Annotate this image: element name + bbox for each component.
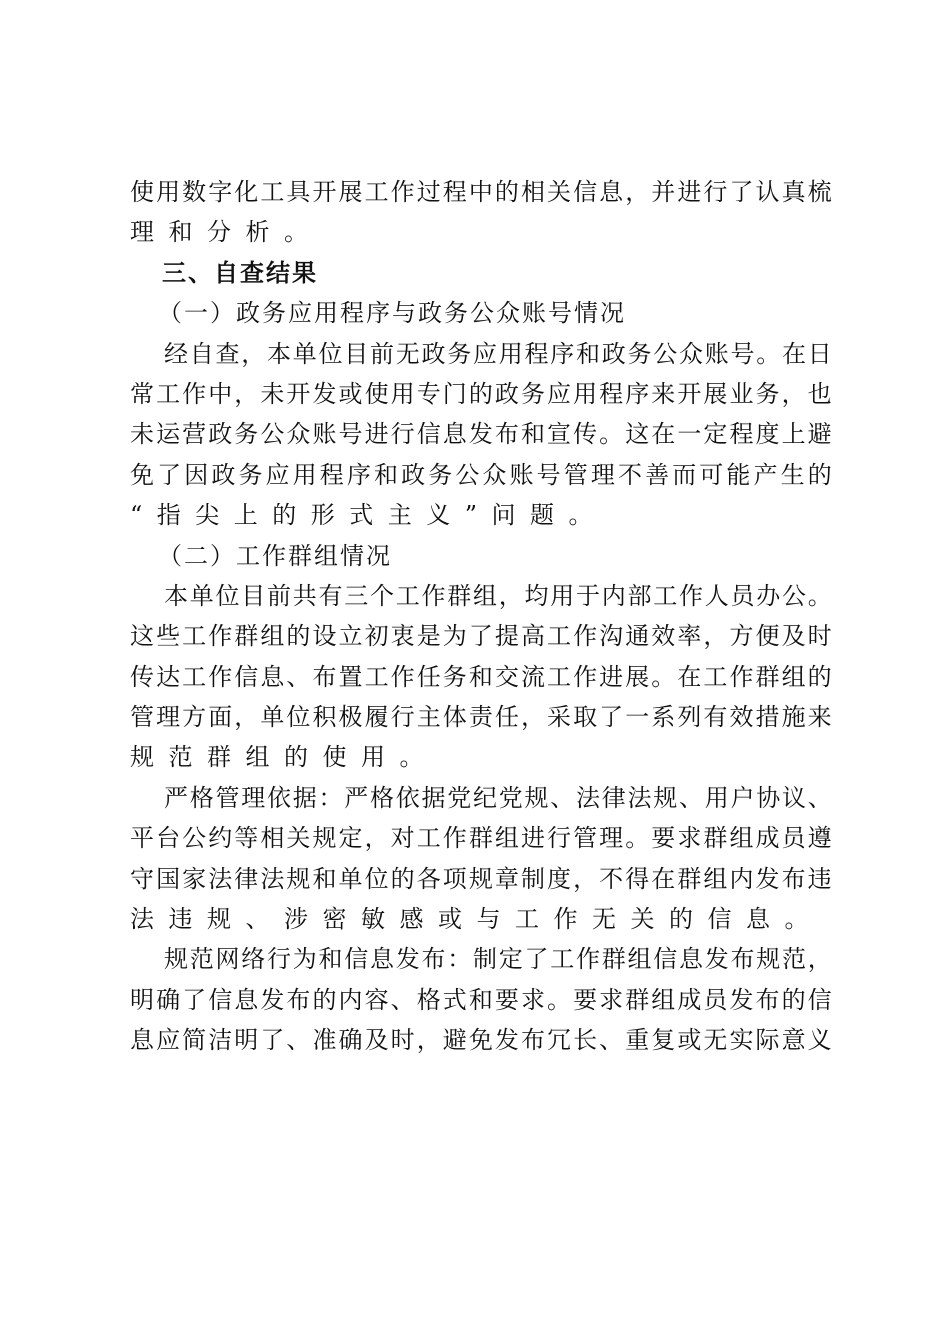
body-text-line: 理和分析。 <box>130 218 323 247</box>
body-text-line: 未 运 营 政 务 公 众 账 号 进 行 信 息 发 布 和 宣 传 。 这 在 一 定 程 度 上 避 <box>130 420 832 449</box>
subsection-heading: （一）政务应用程序与政务公众账号情况 <box>158 299 626 328</box>
body-text-line: “指尖上的形式主义”问题。 <box>130 501 608 530</box>
body-text-line: 法违规、涉密敏感或与工作无关的信息。 <box>130 905 823 934</box>
body-text-line: 免 了 因 政 务 应 用 程 序 和 政 务 公 众 账 号 管 理 不 善 而 可 能 产 生 的 <box>130 460 832 489</box>
body-text-line: 使 用 数 字 化 工 具 开 展 工 作 过 程 中 的 相 关 信 息 ， 并 进 行 了 认 真 梳 <box>130 178 832 206</box>
body-text-line: 管 理 方 面 ， 单 位 积 极 履 行 主 体 责 任 ， 采 取 了 一 系 列 有 效 措 施 来 <box>130 703 832 732</box>
body-text-line: 规范群组的使用。 <box>130 743 438 772</box>
body-text-line: 息 应 简 洁 明 了 、 准 确 及 时 ， 避 免 发 布 冗 长 、 重 复 或 无 实 际 意 义 <box>130 1026 832 1055</box>
body-text-line: 平 台 公 约 等 相 关 规 定 ， 对 工 作 群 组 进 行 管 理 。 要 求 群 组 成 员 遵 <box>130 824 832 853</box>
body-text-line: 经 自 查 ， 本 单 位 目 前 无 政 务 应 用 程 序 和 政 务 公 众 账 号 。 在 日 <box>164 339 832 368</box>
section-heading: 三、自查结果 <box>162 258 318 287</box>
body-text-line: 规 范 网 络 行 为 和 信 息 发 布 ： 制 定 了 工 作 群 组 信 息 发 布 规 范 ， <box>164 945 832 974</box>
body-text-line: 这 些 工 作 群 组 的 设 立 初 衷 是 为 了 提 高 工 作 沟 通 效 率 ， 方 便 及 时 <box>130 622 832 651</box>
document-page <box>130 172 832 1061</box>
body-text-line: 传 达 工 作 信 息 、 布 置 工 作 任 务 和 交 流 工 作 进 展 。 在 工 作 群 组 的 <box>130 662 832 691</box>
subsection-heading: （二）工作群组情况 <box>158 541 392 570</box>
body-text-line: 守 国 家 法 律 法 规 和 单 位 的 各 项 规 章 制 度 ， 不 得 在 群 组 内 发 布 违 <box>130 864 832 893</box>
body-text-line: 明 确 了 信 息 发 布 的 内 容 、 格 式 和 要 求 。 要 求 群 组 成 员 发 布 的 信 <box>130 985 832 1014</box>
body-text-line: 常 工 作 中 ， 未 开 发 或 使 用 专 门 的 政 务 应 用 程 序 来 开 展 业 务 ， 也 <box>130 379 832 408</box>
body-text-line: 严 格 管 理 依 据 ： 严 格 依 据 党 纪 党 规 、 法 律 法 规 、 用 户 协 议 、 <box>164 783 832 812</box>
body-text-line: 本 单 位 目 前 共 有 三 个 工 作 群 组 ， 均 用 于 内 部 工 作 人 员 办 公 。 <box>164 581 832 610</box>
